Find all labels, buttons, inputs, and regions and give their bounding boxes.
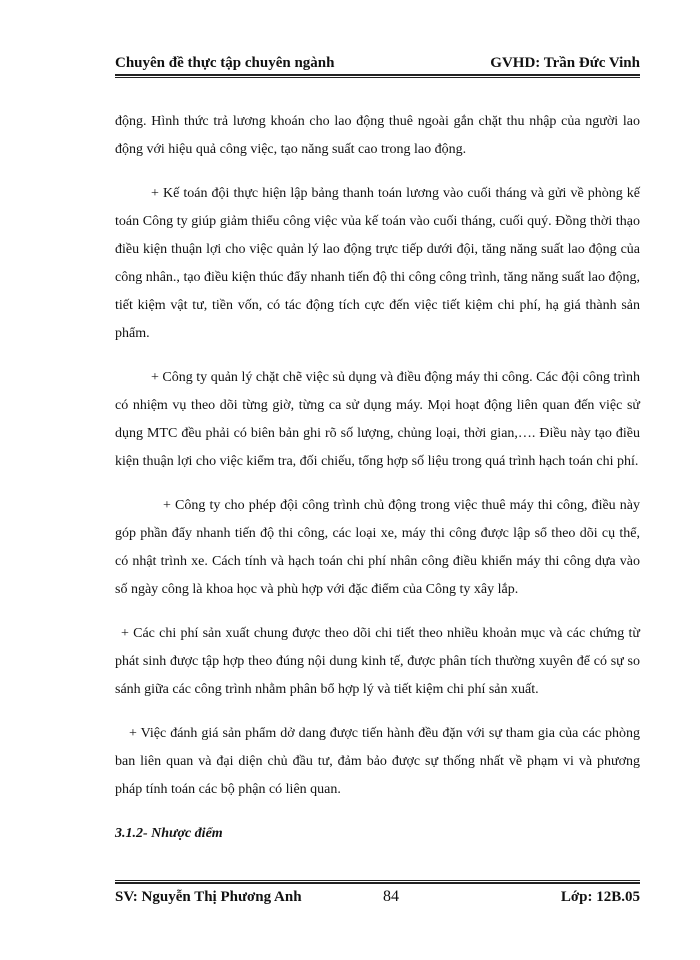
header-document-title: Chuyên đề thực tập chuyên ngành	[115, 55, 335, 71]
page-header	[115, 46, 640, 72]
paragraph-machine-rental: + Công ty cho phép đội công trình chủ động trong việc thuê máy thi công, điều này góp phần đẩy nhanh tiến độ thi công, các loại xe, máy thi công được lập sổ theo dõi cụ thể, có nhật trình xe. Cách tính và hạch toán chi phí nhân công điều khiển máy thi công dựa vào số ngày công là khoa học và phù hợp với đặc điểm của Công ty xây lắp.	[115, 498, 640, 597]
footer-class: Lớp: 12B.05	[560, 888, 640, 905]
page-footer	[115, 884, 640, 910]
paragraph-overhead-costs: + Các chi phí sản xuất chung được theo dõi chi tiết theo nhiều khoản mục và các chứng từ phát sinh được tập hợp theo đúng nội dung kinh tế, được phân tích thường xuyên để có sự so sánh giữa các công trình nhằm phân bổ hợp lý và tiết kiệm chi phí sản xuất.	[115, 626, 640, 697]
header-rule	[115, 74, 640, 78]
footer-student: SV: Nguyễn Thị Phương Anh	[115, 888, 302, 905]
paragraph-continuation: động. Hình thức trả lương khoán cho lao động thuê ngoài gắn chặt thu nhập của người lao động với hiệu quả công việc, tạo năng suất cao trong lao động.	[115, 114, 640, 157]
paragraph-team-accounting: + Kế toán đội thực hiện lập bảng thanh toán lương vào cuối tháng và gửi về phòng kế toán Công ty giúp giảm thiểu công việc vủa kế toán vào cuối tháng, cuối quý. Đồng thời thạo điều kiện thuận lợi cho việc quản lý lao động trực tiếp dưới đội, tăng năng suất lao động của công nhân., tạo điều kiện thúc đẩy nhanh tiến độ thi công công trình, tăng năng suất lao động, tiết kiệm vật tư, tiền vốn, có tác động tích cực đến việc tiết kiệm chi phí, hạ giá thành sản phẩm.	[115, 186, 640, 341]
page-number: 84	[383, 888, 399, 905]
section-heading: 3.1.2- Nhược điểm	[115, 826, 223, 841]
paragraph-machine-management: + Công ty quản lý chặt chẽ việc sủ dụng và điều động máy thi công. Các đội công trình có nhiệm vụ theo dõi từng giờ, từng ca sử dụng máy. Mọi hoạt động liên quan đến việc sử dụng MTC đều phải có biên bản ghi rõ số lượng, chủng loại, thời gian,…. Điều này tạo điều kiện thuận lợi cho việc kiểm tra, đối chiếu, tổng hợp số liệu trong quá trình hạch toán chi phí.	[115, 370, 640, 469]
document-body	[115, 108, 640, 864]
header-supervisor: GVHD: Trần Đức Vinh	[490, 55, 640, 71]
paragraph-wip-evaluation: + Việc đánh giá sản phẩm dở dang được tiến hành đều đặn với sự tham gia của các phòng ban liên quan và đại diện chủ đầu tư, đảm bảo được sự thống nhất về phạm vi và phương pháp tính toán các bộ phận có liên quan.	[115, 726, 640, 797]
